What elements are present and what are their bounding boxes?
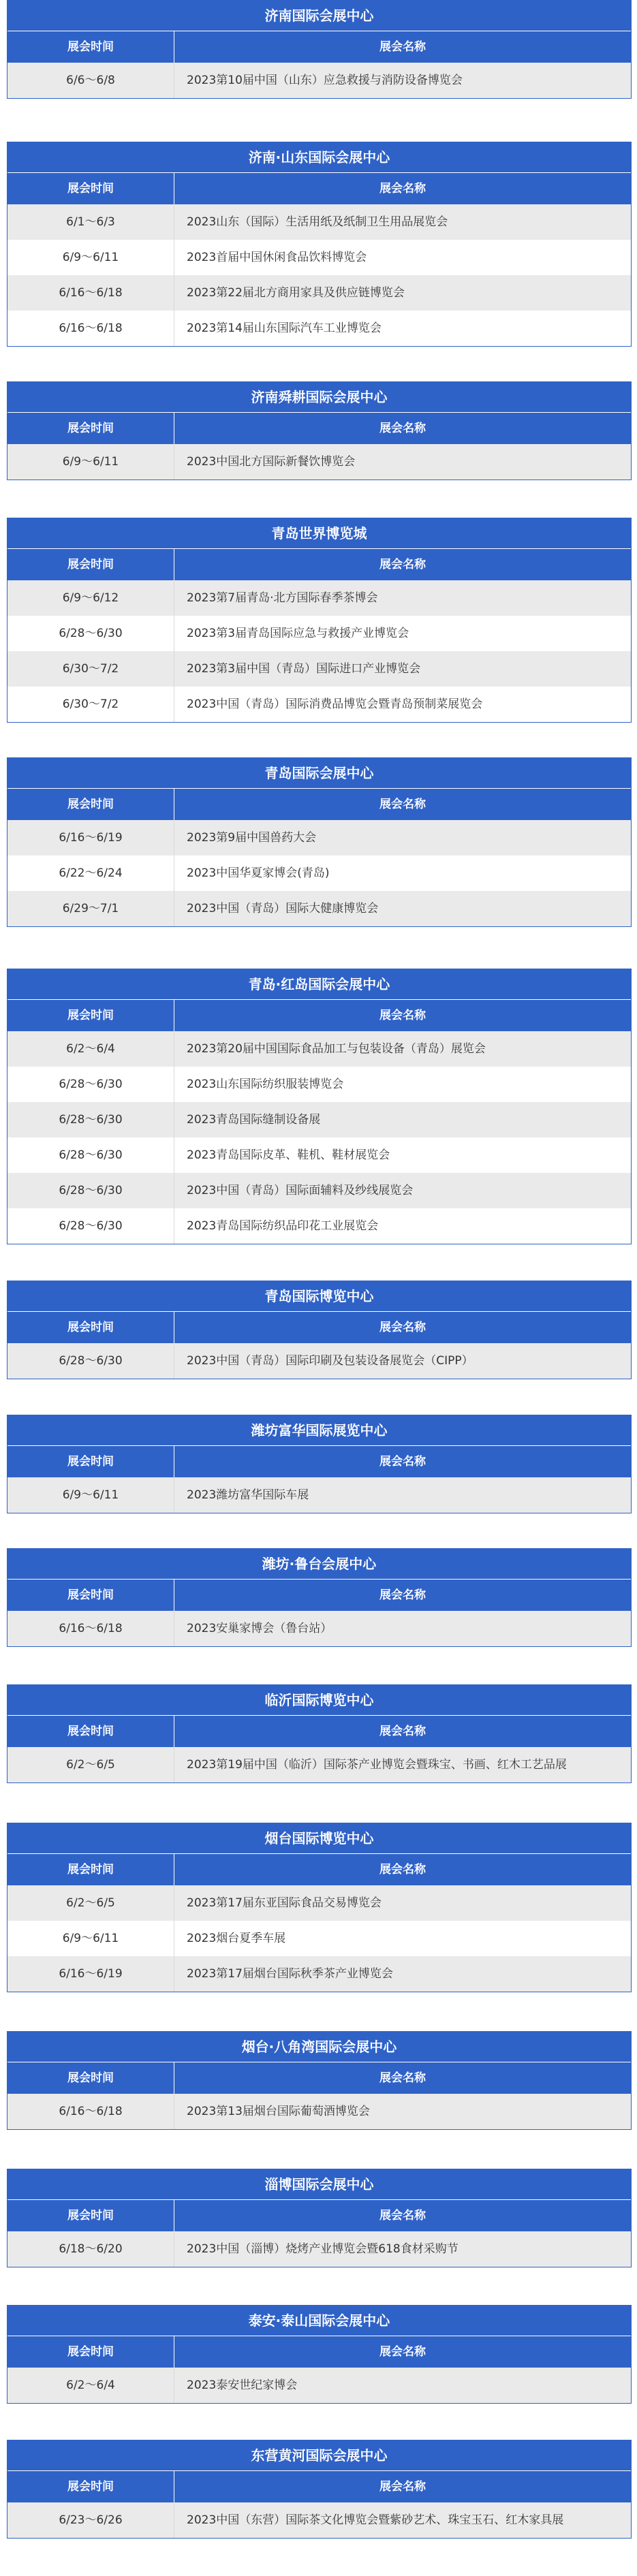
- exhibition-name: 2023第19届中国（临沂）国际茶产业博览会暨珠宝、书画、红木工艺品展: [187, 1758, 567, 1772]
- table-row: [7, 2368, 631, 2403]
- exhibition-date: 6/28～6/30: [7, 1067, 174, 1102]
- exhibition-name: 2023第13届烟台国际葡萄酒博览会: [187, 2105, 370, 2118]
- exhibition-date: 6/6～6/8: [7, 63, 174, 98]
- header-name: 展会名称: [379, 798, 426, 811]
- header-name: 展会名称: [379, 40, 426, 54]
- venue-table: [7, 142, 632, 347]
- table-row: [7, 275, 631, 311]
- venue-table: [7, 2440, 632, 2539]
- exhibition-date: 6/28～6/30: [7, 616, 174, 651]
- exhibition-name: 2023烟台夏季车展: [187, 1932, 286, 1945]
- header-date: 展会时间: [7, 173, 174, 204]
- exhibition-name: 2023青岛国际缝制设备展: [187, 1113, 321, 1127]
- table-row: [7, 891, 631, 926]
- table-header: [7, 1715, 631, 1747]
- table-row: [7, 1173, 631, 1208]
- exhibition-name: 2023中国（淄博）烧烤产业博览会暨618食材采购节: [187, 2242, 459, 2256]
- exhibition-name: 2023中国（东营）国际茶文化博览会暨紫砂艺术、珠宝玉石、红木家具展: [187, 2513, 564, 2527]
- header-name: 展会名称: [379, 1725, 426, 1738]
- table-row: [7, 820, 631, 855]
- table-row: [7, 2502, 631, 2538]
- header-date: 展会时间: [7, 2471, 174, 2502]
- exhibition-name: 2023第3届青岛国际应急与救援产业博览会: [187, 627, 409, 640]
- table-row: [7, 855, 631, 891]
- exhibition-name: 2023第7届青岛·北方国际春季茶博会: [187, 591, 378, 605]
- table-header: [7, 1853, 631, 1885]
- table-header: [7, 1311, 631, 1343]
- exhibition-name: 2023山东（国际）生活用纸及纸制卫生用品展览会: [187, 215, 448, 229]
- table-row: [7, 1921, 631, 1956]
- exhibition-date: 6/28～6/30: [7, 1102, 174, 1137]
- exhibition-name: 2023中国（青岛）国际消费品博览会暨青岛预制菜展览会: [187, 697, 483, 711]
- table-row: [7, 1956, 631, 1992]
- table-row: [7, 240, 631, 275]
- table-row: [7, 1747, 631, 1782]
- table-header: [7, 1445, 631, 1477]
- header-name: 展会名称: [379, 2345, 426, 2359]
- venue-table: [7, 381, 632, 480]
- venue-table: [7, 969, 632, 1244]
- exhibition-date: 6/9～6/11: [7, 1477, 174, 1513]
- header-date: 展会时间: [7, 31, 174, 63]
- table-row: [7, 2094, 631, 2129]
- exhibition-date: 6/28～6/30: [7, 1343, 174, 1379]
- exhibition-name: 2023中国（青岛）国际大健康博览会: [187, 902, 379, 915]
- exhibition-name: 2023泰安世纪家博会: [187, 2378, 298, 2392]
- exhibition-name: 2023中国华夏家博会(青岛): [187, 866, 330, 880]
- exhibition-name: 2023第3届中国（青岛）国际进口产业博览会: [187, 662, 421, 676]
- exhibition-name: 2023山东国际纺织服装博览会: [187, 1078, 344, 1091]
- exhibition-name: 2023第22届北方商用家具及供应链博览会: [187, 286, 405, 300]
- venue-title: 临沂国际博览中心: [7, 1685, 631, 1715]
- table-row: [7, 616, 631, 651]
- exhibition-date: 6/23～6/26: [7, 2502, 174, 2538]
- venue-title: 济南·山东国际会展中心: [7, 142, 631, 172]
- table-header: [7, 172, 631, 204]
- header-date: 展会时间: [7, 413, 174, 444]
- venue-title: 青岛·红岛国际会展中心: [7, 969, 631, 999]
- header-date: 展会时间: [7, 2200, 174, 2231]
- venue-table: [7, 1281, 632, 1379]
- venue-table: [7, 0, 632, 99]
- exhibition-date: 6/9～6/11: [7, 240, 174, 275]
- venue-title: 淄博国际会展中心: [7, 2169, 631, 2199]
- table-row: [7, 1611, 631, 1646]
- exhibition-date: 6/18～6/20: [7, 2231, 174, 2267]
- exhibition-date: 6/16～6/18: [7, 1611, 174, 1646]
- table-row: [7, 204, 631, 240]
- header-date: 展会时间: [7, 1446, 174, 1477]
- header-date: 展会时间: [7, 2336, 174, 2368]
- header-name: 展会名称: [379, 2209, 426, 2222]
- table-header: [7, 2470, 631, 2502]
- exhibition-date: 6/28～6/30: [7, 1208, 174, 1244]
- table-row: [7, 1067, 631, 1102]
- table-header: [7, 999, 631, 1031]
- exhibition-date: 6/2～6/4: [7, 2368, 174, 2403]
- venue-table: [7, 1823, 632, 1992]
- exhibition-name: 2023中国（青岛）国际印刷及包装设备展览会（CIPP）: [187, 1354, 473, 1368]
- venue-table: [7, 2169, 632, 2267]
- header-name: 展会名称: [379, 2480, 426, 2494]
- venue-table: [7, 1548, 632, 1647]
- header-name: 展会名称: [379, 558, 426, 571]
- venue-title: 济南国际会展中心: [7, 1, 631, 31]
- venue-title: 烟台·八角湾国际会展中心: [7, 2032, 631, 2062]
- table-header: [7, 2062, 631, 2094]
- header-date: 展会时间: [7, 1312, 174, 1343]
- exhibition-date: 6/2～6/5: [7, 1885, 174, 1921]
- header-date: 展会时间: [7, 2062, 174, 2094]
- venue-table: [7, 2031, 632, 2130]
- exhibition-date: 6/22～6/24: [7, 855, 174, 891]
- header-name: 展会名称: [379, 1455, 426, 1468]
- header-date: 展会时间: [7, 1580, 174, 1611]
- table-row: [7, 2231, 631, 2267]
- table-header: [7, 412, 631, 444]
- exhibition-date: 6/2～6/5: [7, 1747, 174, 1782]
- venue-table: [7, 1415, 632, 1513]
- exhibition-date: 6/30～7/2: [7, 651, 174, 687]
- exhibition-date: 6/16～6/18: [7, 275, 174, 311]
- table-header: [7, 548, 631, 580]
- header-name: 展会名称: [379, 422, 426, 435]
- venue-table: [7, 1684, 632, 1783]
- header-date: 展会时间: [7, 1716, 174, 1747]
- exhibition-date: 6/28～6/30: [7, 1173, 174, 1208]
- table-header: [7, 31, 631, 63]
- exhibition-date: 6/1～6/3: [7, 204, 174, 240]
- exhibition-name: 2023第14届山东国际汽车工业博览会: [187, 321, 382, 335]
- exhibition-name: 2023青岛国际纺织品印花工业展览会: [187, 1219, 379, 1233]
- venue-title: 青岛国际会展中心: [7, 758, 631, 788]
- venue-title: 青岛世界博览城: [7, 518, 631, 548]
- exhibition-date: 6/28～6/30: [7, 1137, 174, 1173]
- venue-title: 烟台国际博览中心: [7, 1823, 631, 1853]
- table-row: [7, 63, 631, 98]
- venue-title: 济南舜耕国际会展中心: [7, 382, 631, 412]
- venue-title: 东营黄河国际会展中心: [7, 2440, 631, 2470]
- header-date: 展会时间: [7, 1854, 174, 1885]
- table-header: [7, 1579, 631, 1611]
- exhibition-date: 6/30～7/2: [7, 687, 174, 722]
- exhibition-name: 2023潍坊富华国际车展: [187, 1488, 309, 1502]
- venue-table: [7, 518, 632, 723]
- table-header: [7, 2336, 631, 2368]
- header-name: 展会名称: [379, 1863, 426, 1876]
- header-name: 展会名称: [379, 2071, 426, 2085]
- exhibition-date: 6/9～6/12: [7, 580, 174, 616]
- venue-title: 潍坊富华国际展览中心: [7, 1415, 631, 1445]
- exhibition-date: 6/2～6/4: [7, 1031, 174, 1067]
- header-name: 展会名称: [379, 1588, 426, 1602]
- venue-table: [7, 2305, 632, 2404]
- header-name: 展会名称: [379, 1009, 426, 1022]
- exhibition-name: 2023第20届中国国际食品加工与包装设备（青岛）展览会: [187, 1042, 486, 1056]
- table-row: [7, 1102, 631, 1137]
- table-row: [7, 1208, 631, 1244]
- table-row: [7, 1885, 631, 1921]
- exhibition-name: 2023第10届中国（山东）应急救援与消防设备博览会: [187, 74, 463, 87]
- exhibition-name: 2023第17届烟台国际秋季茶产业博览会: [187, 1967, 393, 1981]
- table-row: [7, 444, 631, 480]
- table-header: [7, 788, 631, 820]
- exhibition-name: 2023第9届中国兽药大会: [187, 831, 317, 845]
- venue-title: 潍坊·鲁台会展中心: [7, 1549, 631, 1579]
- exhibition-name: 2023第17届东亚国际食品交易博览会: [187, 1896, 382, 1910]
- table-header: [7, 2199, 631, 2231]
- exhibition-date: 6/16～6/19: [7, 1956, 174, 1992]
- table-row: [7, 687, 631, 722]
- exhibition-date: 6/16～6/19: [7, 820, 174, 855]
- header-name: 展会名称: [379, 182, 426, 195]
- exhibition-date: 6/9～6/11: [7, 1921, 174, 1956]
- exhibition-name: 2023青岛国际皮革、鞋机、鞋材展览会: [187, 1148, 390, 1162]
- exhibition-date: 6/16～6/18: [7, 311, 174, 346]
- table-row: [7, 580, 631, 616]
- header-name: 展会名称: [379, 1321, 426, 1334]
- exhibition-date: 6/16～6/18: [7, 2094, 174, 2129]
- table-row: [7, 1343, 631, 1379]
- venue-title: 青岛国际博览中心: [7, 1281, 631, 1311]
- table-row: [7, 1031, 631, 1067]
- exhibition-date: 6/9～6/11: [7, 444, 174, 480]
- exhibition-name: 2023中国北方国际新餐饮博览会: [187, 455, 356, 469]
- table-row: [7, 651, 631, 687]
- exhibition-name: 2023首届中国休闲食品饮料博览会: [187, 251, 367, 264]
- venue-table: [7, 757, 632, 927]
- header-date: 展会时间: [7, 789, 174, 820]
- venue-title: 泰安·泰山国际会展中心: [7, 2306, 631, 2336]
- exhibition-name: 2023中国（青岛）国际面辅料及纱线展览会: [187, 1184, 414, 1197]
- table-row: [7, 311, 631, 346]
- header-date: 展会时间: [7, 1000, 174, 1031]
- table-row: [7, 1477, 631, 1513]
- exhibition-date: 6/29～7/1: [7, 891, 174, 926]
- table-row: [7, 1137, 631, 1173]
- header-date: 展会时间: [7, 549, 174, 580]
- exhibition-name: 2023安巢家博会（鲁台站）: [187, 1622, 332, 1635]
